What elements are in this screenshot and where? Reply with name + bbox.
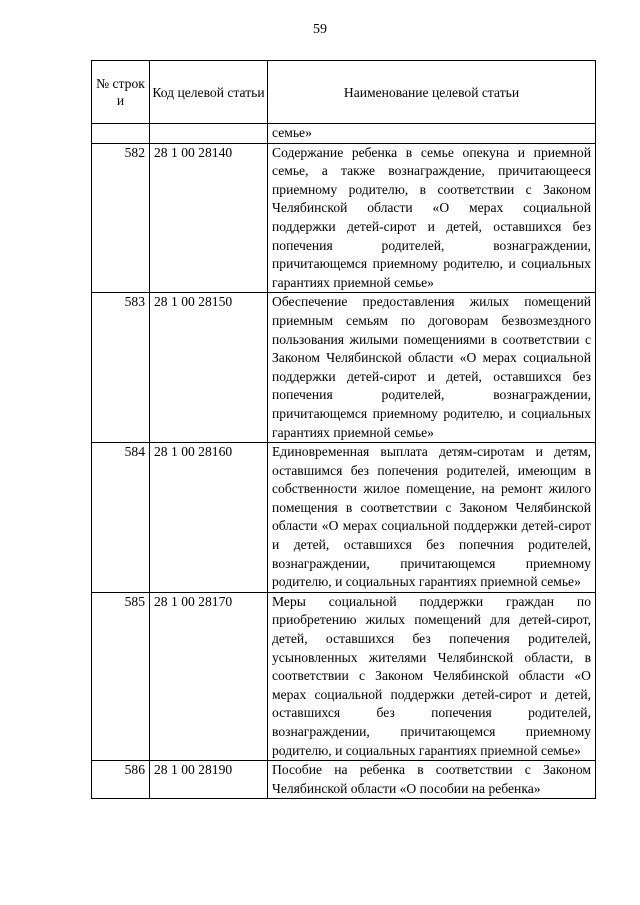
cell-row-number: 584 (92, 443, 150, 593)
page-number: 59 (313, 22, 327, 37)
target-articles-table (91, 60, 596, 799)
cell-article-code: 28 1 00 28190 (150, 761, 268, 799)
cell-row-number: 582 (92, 143, 150, 293)
table-row (92, 293, 596, 443)
table-row (92, 143, 596, 293)
header-article-name: Наименование целевой статьи (268, 61, 596, 124)
table-row (92, 761, 596, 799)
table-row (92, 592, 596, 760)
cell-article-name: Содержание ребенка в семье опекуна и приемной семье, а также вознаграждение, причитающееся приемному родителю, в соответствии с Законом Челябинской области «О мерах социальной поддержки детей-сирот и детей, оставшихся без попечения родителей, вознаграждении, причитающемся приемному родителю, и социальных гарантиях приемной семье» (268, 143, 596, 293)
cell-empty (92, 124, 150, 144)
table-row-continuation (92, 124, 596, 144)
cell-article-code: 28 1 00 28170 (150, 592, 268, 760)
header-row-number: № строк и (92, 61, 150, 124)
cell-article-name: Единовременная выплата детям-сиротам и детям, оставшимся без попечения родителей, имеющим в собственности жилое помещение, на ремонт жилого помещения в соответствии с Законом Челябинской области «О мерах социальной поддержки детей-сирот и детей, оставшихся без попечния родителей, вознаграждении, причитающемся приемному родителю, и социальных гарантиях приемной семье» (268, 443, 596, 593)
cell-article-code: 28 1 00 28160 (150, 443, 268, 593)
header-article-code: Код целевой статьи (150, 61, 268, 124)
cell-article-name: Обеспечение предоставления жилых помещений приемным семьям по договорам безвозмездного пользования жилыми помещениями в соответствии с Законом Челябинской области «О мерах социальной поддержки детей-сирот и детей, оставшихся без попечения родителей, вознаграждении, причитающемся приемному родителю, и социальных гарантиях приемной семье» (268, 293, 596, 443)
cell-article-code: 28 1 00 28140 (150, 143, 268, 293)
cell-article-code: 28 1 00 28150 (150, 293, 268, 443)
table-header-row (92, 61, 596, 124)
table-row (92, 443, 596, 593)
cell-row-number: 585 (92, 592, 150, 760)
cell-article-name: Пособие на ребенка в соответствии с Законом Челябинской области «О пособии на ребенка» (268, 761, 596, 799)
cell-article-name: Меры социальной поддержки граждан по приобретению жилых помещений для детей-сирот, детей, оставшихся без попечения родителей, усыновленных жителями Челябинской области, в соответствии с Законом Челябинской области «О мерах социальной поддержки детей-сирот и детей, оставшихся без попечения родителей, вознаграждении, причитающемся приемному родителю, и социальных гарантиях приемной семье» (268, 592, 596, 760)
cell-continued-name: семье» (268, 124, 596, 144)
cell-row-number: 586 (92, 761, 150, 799)
cell-row-number: 583 (92, 293, 150, 443)
cell-empty (150, 124, 268, 144)
